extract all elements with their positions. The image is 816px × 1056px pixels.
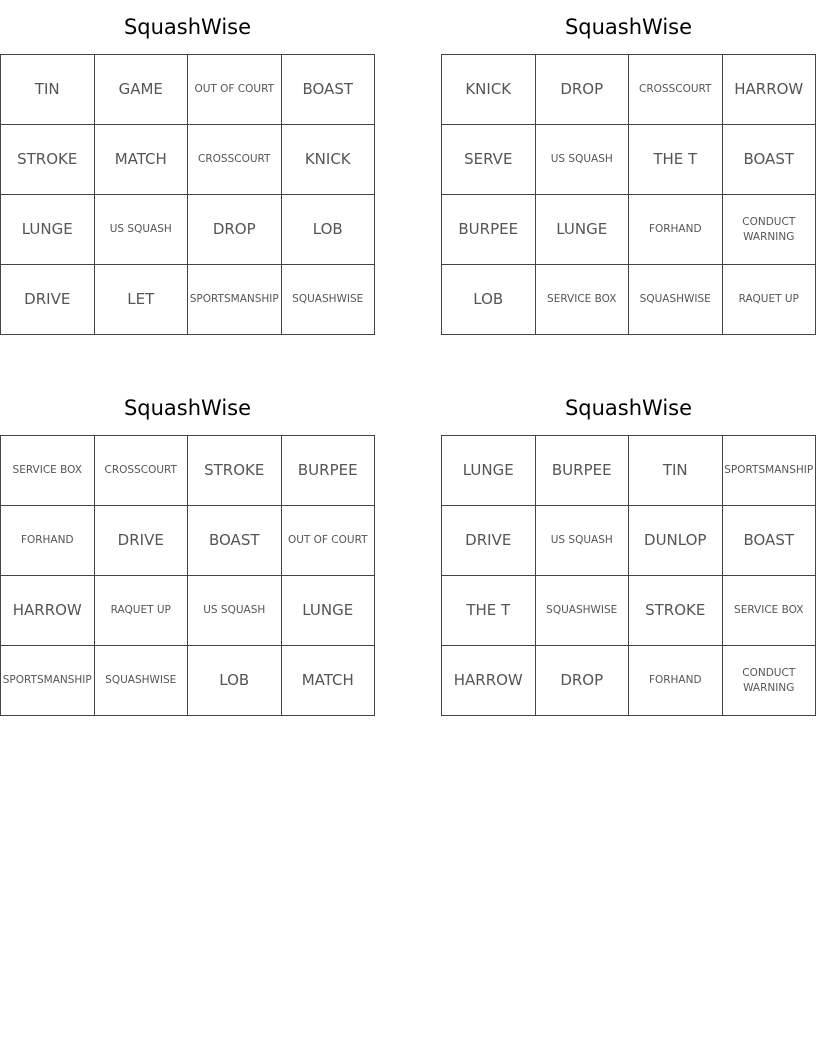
bingo-cell: THE T — [442, 576, 536, 646]
card-title: SquashWise — [123, 396, 252, 420]
card-title: SquashWise — [564, 15, 693, 39]
bingo-cell: BURPEE — [536, 436, 630, 506]
bingo-cell: LUNGE — [536, 195, 630, 265]
bingo-grid — [0, 54, 375, 335]
bingo-cell: TIN — [629, 436, 723, 506]
bingo-cell: CROSSCOURT — [629, 55, 723, 125]
bingo-cell: BOAST — [188, 506, 282, 576]
bingo-cell: SERVICE BOX — [723, 576, 816, 646]
bingo-cell: HARROW — [442, 646, 536, 716]
bingo-card-2 — [441, 0, 816, 335]
bingo-cell: LUNGE — [442, 436, 536, 506]
bingo-cell: SERVE — [442, 125, 536, 195]
bingo-cell: HARROW — [1, 576, 95, 646]
bingo-cell: DRIVE — [1, 265, 95, 335]
bingo-cell: FORHAND — [629, 646, 723, 716]
bingo-cell: RAQUET UP — [723, 265, 816, 335]
bingo-cell: MATCH — [95, 125, 189, 195]
bingo-cell: DROP — [536, 646, 630, 716]
bingo-cell: THE T — [629, 125, 723, 195]
bingo-cell: DROP — [188, 195, 282, 265]
bingo-cell: STROKE — [1, 125, 95, 195]
bingo-cell: KNICK — [282, 125, 376, 195]
bingo-cell: SERVICE BOX — [536, 265, 630, 335]
bingo-cell: SPORTSMANSHIP — [1, 646, 95, 716]
bingo-card-4 — [441, 381, 816, 716]
bingo-cell: KNICK — [442, 55, 536, 125]
bingo-cell: SPORTSMANSHIP — [723, 436, 816, 506]
bingo-cell: OUT OF COURT — [188, 55, 282, 125]
bingo-cell: FORHAND — [1, 506, 95, 576]
bingo-cell: DRIVE — [95, 506, 189, 576]
bingo-grid — [441, 54, 816, 335]
bingo-cell: BOAST — [282, 55, 376, 125]
bingo-cell: SERVICE BOX — [1, 436, 95, 506]
bingo-grid — [441, 435, 816, 716]
bingo-cell: LUNGE — [282, 576, 376, 646]
bingo-cell: GAME — [95, 55, 189, 125]
bingo-cell: SQUASHWISE — [629, 265, 723, 335]
bingo-cell: SPORTSMANSHIP — [188, 265, 282, 335]
bingo-cell: RAQUET UP — [95, 576, 189, 646]
bingo-grid — [0, 435, 375, 716]
bingo-cell: US SQUASH — [536, 506, 630, 576]
bingo-cell: SQUASHWISE — [95, 646, 189, 716]
bingo-cell: SQUASHWISE — [282, 265, 376, 335]
bingo-cell: STROKE — [188, 436, 282, 506]
bingo-cell: LUNGE — [1, 195, 95, 265]
bingo-cell: OUT OF COURT — [282, 506, 376, 576]
bingo-cell: TIN — [1, 55, 95, 125]
bingo-cell: FORHAND — [629, 195, 723, 265]
bingo-card-1 — [0, 0, 375, 335]
bingo-cell: LET — [95, 265, 189, 335]
bingo-cell: STROKE — [629, 576, 723, 646]
bingo-card-3 — [0, 381, 375, 716]
bingo-cell: CROSSCOURT — [95, 436, 189, 506]
bingo-cell: CROSSCOURT — [188, 125, 282, 195]
bingo-cell: LOB — [282, 195, 376, 265]
bingo-cell: LOB — [442, 265, 536, 335]
bingo-cell: BOAST — [723, 506, 816, 576]
bingo-cell: BURPEE — [282, 436, 376, 506]
bingo-cell: MATCH — [282, 646, 376, 716]
bingo-cell: US SQUASH — [188, 576, 282, 646]
bingo-cell: LOB — [188, 646, 282, 716]
card-title: SquashWise — [564, 396, 693, 420]
bingo-cell: SQUASHWISE — [536, 576, 630, 646]
bingo-cell: BOAST — [723, 125, 816, 195]
bingo-cell: HARROW — [723, 55, 816, 125]
bingo-cell: DUNLOP — [629, 506, 723, 576]
bingo-cell: US SQUASH — [536, 125, 630, 195]
bingo-cell: US SQUASH — [95, 195, 189, 265]
card-title: SquashWise — [123, 15, 252, 39]
bingo-cell: BURPEE — [442, 195, 536, 265]
bingo-cell: DRIVE — [442, 506, 536, 576]
bingo-cell: CONDUCT WARNING — [723, 646, 816, 716]
bingo-cell: CONDUCT WARNING — [723, 195, 816, 265]
bingo-cell: DROP — [536, 55, 630, 125]
